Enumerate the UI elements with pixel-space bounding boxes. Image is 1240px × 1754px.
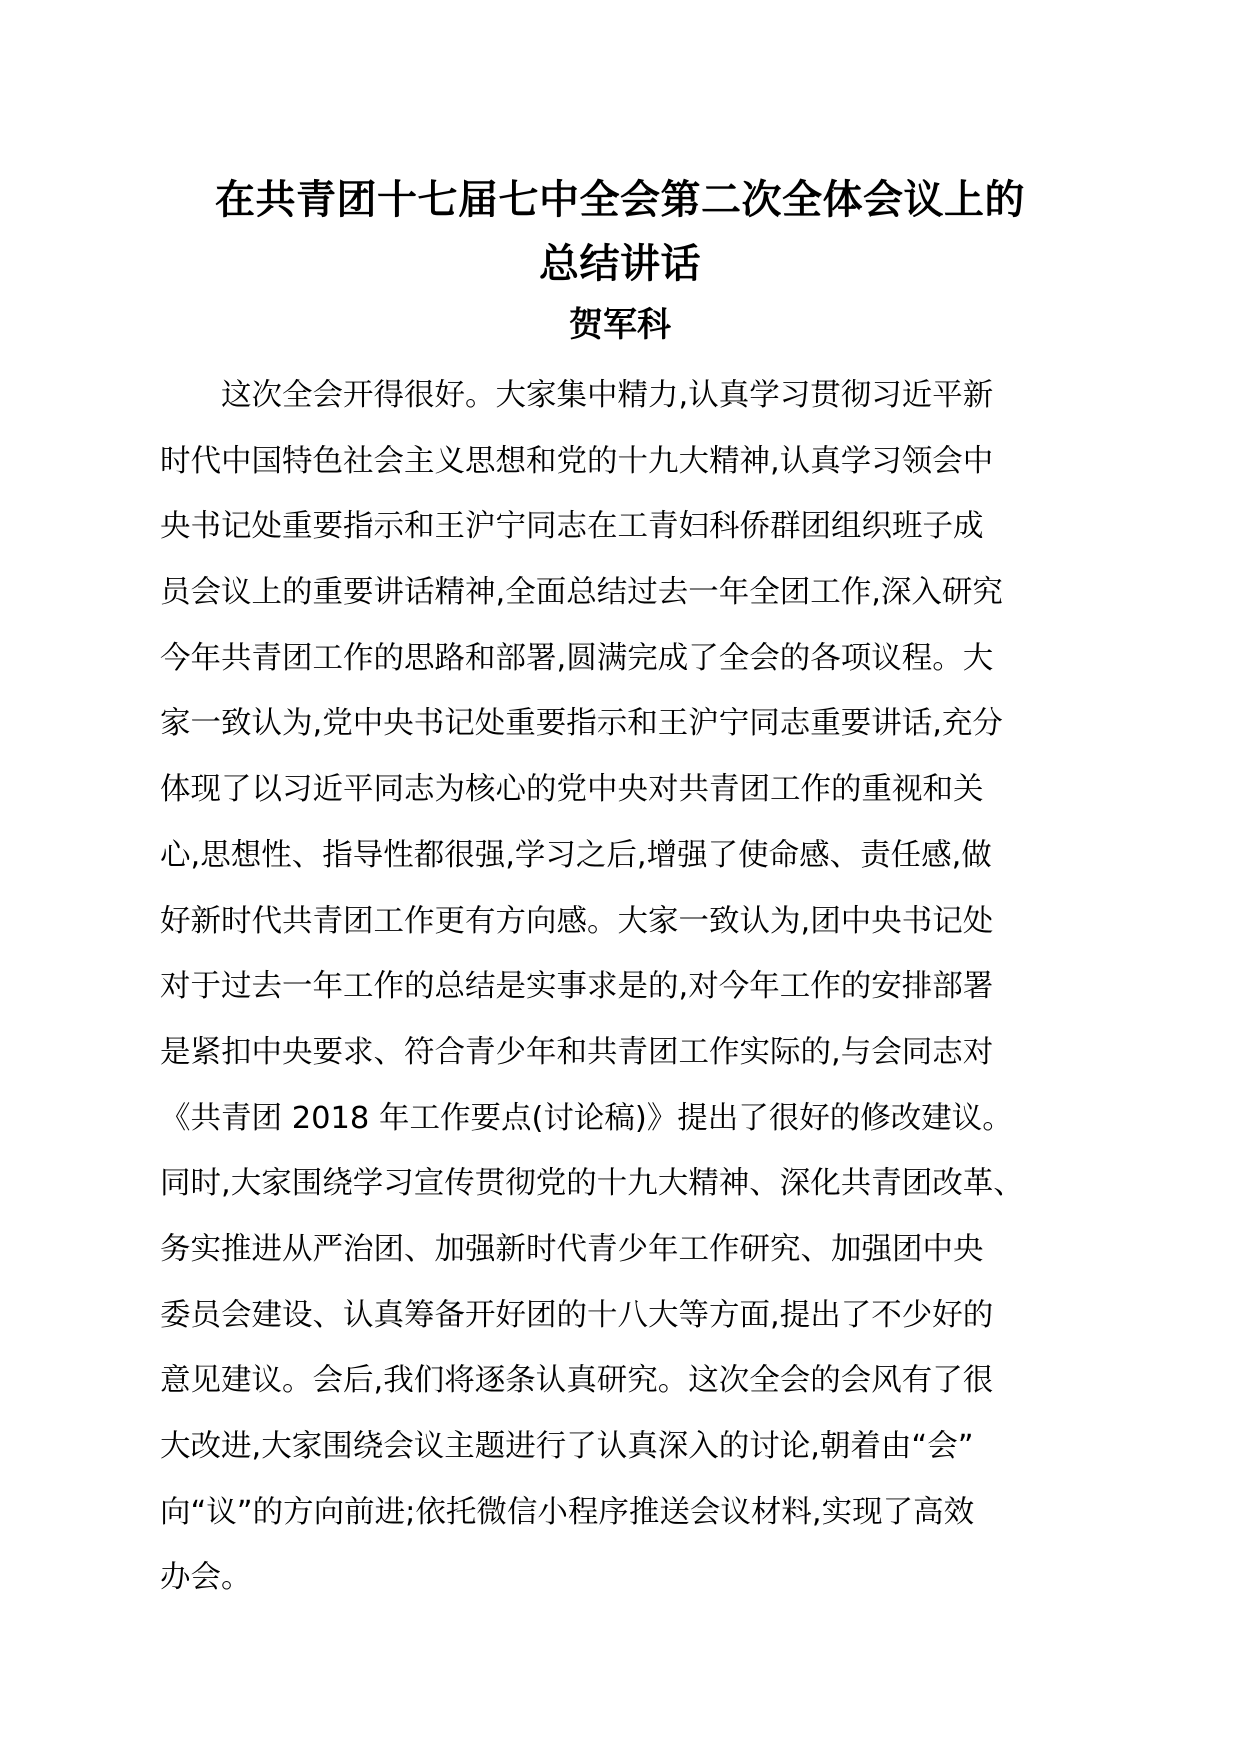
body-line: 大改进,大家围绕会议主题进行了认真深入的讨论,朝着由“会” [160,1429,974,1464]
body-line: 《共青团 2018 年工作要点(讨论稿)》提出了很好的修改建议。 [160,1100,1013,1136]
body-line: 同时,大家围绕学习宣传贯彻党的十九大精神、深化共青团改革、 [160,1166,1024,1202]
body-line: 员会议上的重要讲话精神,全面总结过去一年全团工作,深入研究 [160,575,1003,611]
body-line: 这次全会开得很好。大家集中精力,认真学习贯彻习近平新 [160,378,994,413]
body-paragraph [160,363,1120,1611]
body-line: 意见建议。会后,我们将逐条认真研究。这次全会的会风有了很 [160,1363,994,1399]
document-title [150,168,1090,296]
body-line: 时代中国特色社会主义思想和党的十九大精神,认真学习领会中 [160,443,994,479]
author-name: 贺军科 [569,305,671,345]
body-line: 是紧扣中央要求、符合青少年和共青团工作实际的,与会同志对 [160,1034,994,1070]
title-line-1: 在共青团十七届七中全会第二次全体会议上的 [215,177,1025,223]
body-line: 向“议”的方向前进;依托微信小程序推送会议材料,实现了高效 [160,1494,975,1530]
body-line: 委员会建设、认真筹备开好团的十八大等方面,提出了不少好的 [160,1297,994,1333]
title-line-2: 总结讲话 [539,241,701,287]
body-line: 对于过去一年工作的总结是实事求是的,对今年工作的安排部署 [160,969,994,1005]
body-line: 心,思想性、指导性都很强,学习之后,增强了使命感、责任感,做 [160,837,992,873]
body-line: 务实推进从严治团、加强新时代青少年工作研究、加强团中央 [160,1231,984,1267]
body-line: 家一致认为,党中央书记处重要指示和王沪宁同志重要讲话,充分 [160,706,1003,742]
body-line: 办会。 [160,1560,252,1596]
body-line: 央书记处重要指示和王沪宁同志在工青妇科侨群团组织班子成 [160,509,984,545]
body-line: 体现了以习近平同志为核心的党中央对共青团工作的重视和关 [160,772,984,808]
body-line: 今年共青团工作的思路和部署,圆满完成了全会的各项议程。大 [160,640,994,676]
body-line: 好新时代共青团工作更有方向感。大家一致认为,团中央书记处 [160,903,994,939]
